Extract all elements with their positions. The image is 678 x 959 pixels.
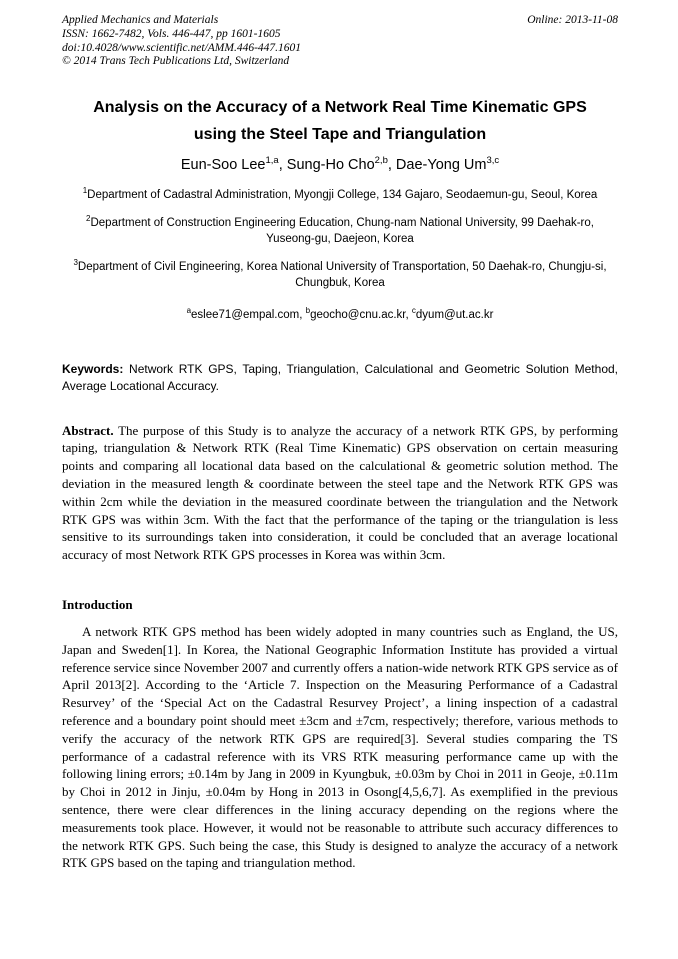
author-2-name: Sung-Ho Cho	[286, 156, 375, 173]
author-1-name: Eun-Soo Lee	[180, 156, 266, 173]
abstract-section	[62, 422, 618, 564]
doi-line: doi:10.4028/www.scientific.net/AMM.446-447.1601	[62, 41, 302, 54]
author-list	[62, 154, 618, 175]
email-2-address: geocho@cnu.ac.kr,	[310, 308, 412, 321]
affiliation-1-sup: 1	[82, 186, 88, 196]
introduction-paragraph: A network RTK GPS method has been widely adopted in many countries such as England, the US, Japan and Sweden[1]. In Korea, the National Geographic Information Institute has provided a virtual reference service since November 2007 and currently offers a nation-wide network RTK GPS service as of April 2013[2]. According to the ‘Article 7. Inspection on the Measuring Performance of a Cadastral Resurvey’ of the ‘Special Act on the Cadastral Resurvey Project’, a lining inspection of a cadastral reference and a boundary point should meet ±3cm and ±7cm, respectively; therefore, various methods to verify the accuracy of the network RTK GPS are required[3]. Several studies comparing the TS performance of a cadastral reference with its VRS RTK measuring performance came up with the following lining errors; ±0.14m by Jang in 2009 in Kyungbuk, ±0.03m by Choi in 2011 in Geoje, ±0.11m by Choi in 2012 in Jinju, ±0.04m by Hong in 2013 in Osong[4,5,6,7]. As exemplified in the previous sentence, there were clear differences in the lining accuracy depending on the regions where the measurements took place. However, it would not be reasonable to attribute such accuracy differences to the network RTK GPS. Such being the case, this Study is designed to analyze the accuracy of a network RTK GPS based on the taping and triangulation method.	[62, 623, 618, 871]
keywords-text: Network RTK GPS, Taping, Triangulation, Calculational and Geometric Solution Method, Average Locational Accuracy.	[62, 361, 618, 393]
author-separator: ,	[387, 156, 396, 173]
keywords-section	[62, 361, 618, 395]
email-3-address: dyum@ut.ac.kr	[415, 308, 494, 321]
author-1	[180, 154, 287, 173]
abstract-text: The purpose of this Study is to analyze the accuracy of a network RTK GPS, by performing taping, triangulation & Network RTK (Real Time Kinematic) GPS observation on certain measuring points and comparing all locational data based on the calculational & geometric solution method. The deviation in the measured length & coordinate between the steel tape and the Network RTK GPS was within 2cm while the deviation in the measured coordinate between the triangulation and the Network RTK GPS was within 3cm. With the fact that the performance of the taping or the triangulation is less sensitive to its surroundings taken into consideration, it could be concluded that an average locational accuracy of most Network RTK GPS processes in Korea was within 3cm.	[62, 422, 618, 563]
author-1-sup: 1,a	[265, 154, 279, 166]
author-3-sup: 3,c	[486, 154, 500, 166]
journal-name: Applied Mechanics and Materials	[62, 14, 219, 26]
email-3-sup: c	[411, 306, 416, 316]
title-line-1: Analysis on the Accuracy of a Network Real Time Kinematic GPS	[93, 99, 587, 117]
affiliation-2-text: Department of Construction Engineering Education, Chung-nam National University, 99 Daehak-ro, Yuseong-gu, Daejeon, Korea	[90, 217, 594, 245]
affiliation-1-text: Department of Cadastral Administration, Myongji College, 134 Gajaro, Seodaemun-gu, Seoul, Korea	[87, 188, 598, 201]
author-separator: ,	[278, 156, 287, 173]
abstract-label: Abstract.	[62, 422, 114, 438]
title-line-2: using the Steel Tape and Triangulation	[193, 125, 487, 143]
author-3	[395, 154, 500, 173]
author-3-name: Dae-Yong Um	[395, 156, 487, 173]
affiliation-1	[62, 186, 618, 203]
paper-title	[62, 95, 618, 148]
email-line	[62, 306, 618, 321]
affiliation-3-text: Department of Civil Engineering, Korea National University of Transportation, 50 Daehak-ro, Chungju-si, Chungbuk, Korea	[77, 261, 607, 289]
keywords-label: Keywords:	[62, 361, 124, 376]
affiliation-3-sup: 3	[73, 258, 78, 268]
author-2	[286, 154, 396, 173]
affiliation-2-sup: 2	[86, 214, 91, 224]
online-date: Online: 2013-11-08	[527, 14, 618, 26]
issn-line: ISSN: 1662-7482, Vols. 446-447, pp 1601-1605	[62, 27, 281, 40]
email-1-sup: a	[186, 306, 192, 316]
email-2-sup: b	[305, 306, 311, 316]
affiliation-2	[62, 214, 618, 247]
introduction-heading: Introduction	[62, 596, 133, 612]
journal-header	[62, 14, 618, 69]
affiliation-3	[62, 258, 618, 291]
email-1-address: eslee71@empal.com,	[191, 308, 306, 321]
author-2-sup: 2,b	[374, 154, 388, 166]
journal-info-block	[62, 14, 301, 69]
copyright-line: © 2014 Trans Tech Publications Ltd, Switzerland	[62, 55, 290, 68]
